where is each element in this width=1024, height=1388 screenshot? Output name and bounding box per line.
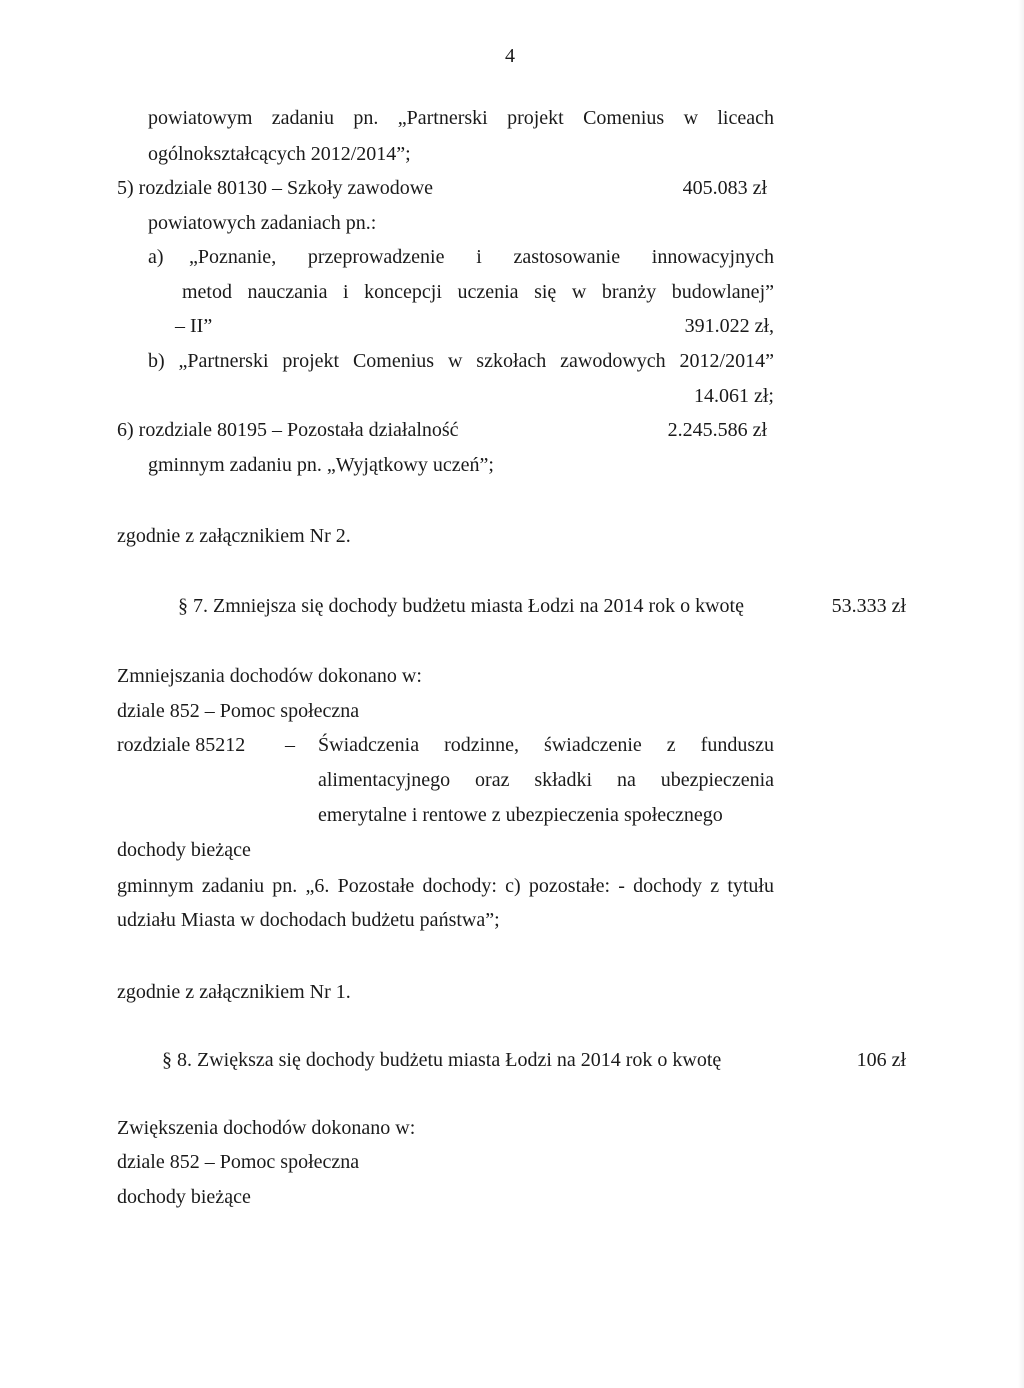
item-a-line: metod nauczania i koncepcji uczenia się w branży budowlanej” — [182, 281, 774, 303]
section-7-annex: zgodnie z załącznikiem Nr 1. — [117, 981, 351, 1003]
section-7-dzial: dziale 852 – Pomoc społeczna — [117, 700, 360, 722]
section-8-dzial: dziale 852 – Pomoc społeczna — [117, 1151, 360, 1173]
item-5-label: 5) rozdziale 80130 – Szkoły zawodowe — [117, 177, 434, 199]
item-5-amount: 405.083 zł — [682, 177, 767, 199]
section-7-rozdzial-line: Świadczenia rodzinne, świadczenie z funduszu — [318, 734, 774, 756]
item-b-amount: 14.061 zł; — [694, 385, 774, 407]
item-a-line: – II” — [175, 315, 213, 337]
section-8-heading: § 8. Zwiększa się dochody budżetu miasta Łodzi na 2014 rok o kwotę — [162, 1049, 722, 1071]
section-7-rozdzial-line: emerytalne i rentowe z ubezpieczenia społecznego — [318, 804, 723, 826]
section-7-heading: § 7. Zmniejsza się dochody budżetu miasta Łodzi na 2014 rok o kwotę — [178, 595, 744, 617]
scan-edge-shadow — [1018, 0, 1024, 1388]
section-7-dochody: dochody bieżące — [117, 839, 251, 861]
section-8-intro: Zwiększenia dochodów dokonano w: — [117, 1117, 416, 1139]
item-6-subtitle: gminnym zadaniu pn. „Wyjątkowy uczeń”; — [148, 454, 494, 476]
section-7-task-line: gminnym zadaniu pn. „6. Pozostałe dochody: c) pozostałe: - dochody z tytułu — [117, 875, 774, 897]
section-7-task-line: udziału Miasta w dochodach budżetu państwa”; — [117, 909, 500, 931]
section-7-rozdzial-label: rozdziale 85212 — [117, 734, 246, 756]
item-6-amount: 2.245.586 zł — [667, 419, 767, 441]
section-7-intro: Zmniejszania dochodów dokonano w: — [117, 665, 422, 687]
section-8-amount: 106 zł — [856, 1049, 906, 1071]
section-7-rozdzial-dash: – — [285, 734, 295, 756]
section-8-dochody: dochody bieżące — [117, 1186, 251, 1208]
item-a-line: „Poznanie, przeprowadzenie i zastosowanie innowacyjnych — [189, 246, 774, 268]
paragraph-line: ogólnokształcących 2012/2014”; — [148, 143, 411, 165]
paragraph-line: powiatowym zadaniu pn. „Partnerski projekt Comenius w liceach — [148, 107, 774, 129]
annex-reference: zgodnie z załącznikiem Nr 2. — [117, 525, 351, 547]
item-6-label: 6) rozdziale 80195 – Pozostała działalność — [117, 419, 459, 441]
section-7-amount: 53.333 zł — [831, 595, 906, 617]
item-a-label: a) — [148, 246, 164, 268]
section-7-rozdzial-line: alimentacyjnego oraz składki na ubezpieczenia — [318, 769, 774, 791]
item-b-line: b) „Partnerski projekt Comenius w szkołach zawodowych 2012/2014” — [148, 350, 774, 372]
item-5-subtitle: powiatowych zadaniach pn.: — [148, 212, 377, 234]
item-a-amount: 391.022 zł, — [684, 315, 774, 337]
page-number: 4 — [505, 45, 515, 67]
